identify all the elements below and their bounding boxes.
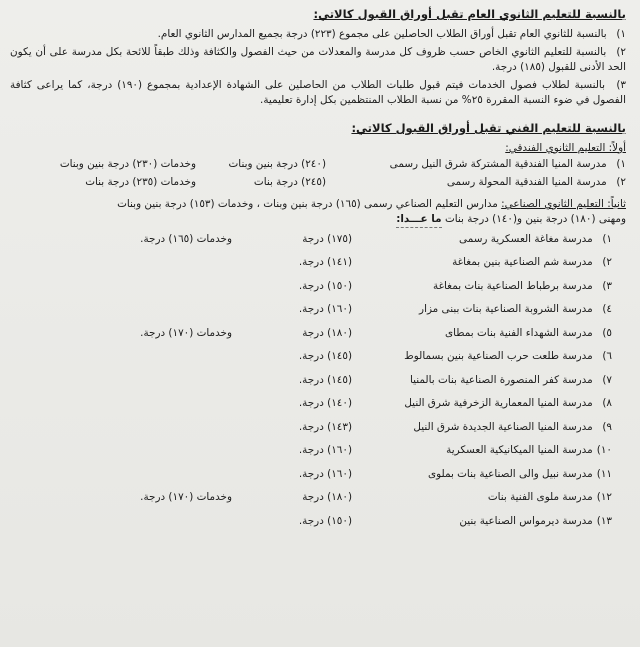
school-row: [10, 232, 626, 256]
item-number: ٩): [602, 420, 612, 433]
school-name-cell: [352, 326, 612, 341]
hotel-school-row: [10, 175, 626, 193]
heading-technical-education: بالنسبة للتعليم الفني تقبل أوراق القبول كالاتي:: [351, 121, 626, 136]
item-number: ١): [602, 232, 612, 245]
item-text: بالنسبة للثانوي العام تقبل أوراق الطلاب الحاصلين على مجموع (٢٢٣) درجة بجميع المدارس الثانوي العام.: [157, 27, 607, 40]
school-services: وخدمات (١٦٥) درجة.: [140, 232, 232, 245]
except-label: ما عـــدا:: [396, 212, 441, 228]
item-number: ٣): [616, 78, 626, 91]
item-number: ١): [616, 27, 626, 40]
school-score: (١٤١) درجة.: [298, 256, 352, 269]
school-score: (١٤٥) درجة.: [298, 373, 352, 386]
school-name-cell: [326, 175, 626, 190]
school-name-cell: [352, 467, 612, 482]
school-score: (١٤٣) درجة.: [298, 420, 352, 433]
school-score: (١٤٠) درجة.: [298, 397, 352, 410]
school-name-cell: [352, 514, 612, 529]
hotel-school-list: [10, 157, 626, 193]
item-number: ٨): [602, 397, 612, 410]
school-name: مدرسة المنيا الفندقية المحولة رسمى: [446, 175, 607, 188]
school-name-cell: [352, 349, 612, 364]
school-name-cell: [352, 255, 612, 270]
school-name: مدرسة ديرمواس الصناعية بنين: [459, 514, 593, 527]
school-services: وخدمات (١٧٠) درجة.: [140, 491, 232, 504]
school-name: مدرسة نبيل والى الصناعية بنات بملوى: [428, 467, 593, 480]
industrial-intro: [10, 197, 626, 228]
item-number: ١): [616, 157, 626, 170]
general-item: [10, 78, 626, 108]
general-list: [10, 27, 626, 108]
school-score: (٢٤٠) درجة بنين وبنات: [228, 157, 326, 170]
school-name-cell: [352, 373, 612, 388]
item-number: ٥): [602, 326, 612, 339]
school-services: وخدمات (٢٣٥) درجة بنات: [85, 175, 196, 188]
school-services: وخدمات (٢٣٠) درجة بنين وبنات: [59, 157, 196, 170]
school-name-cell: [352, 490, 612, 505]
school-name-cell: [352, 396, 612, 411]
school-name-cell: [352, 232, 612, 247]
school-name: مدرسة مغاغة العسكرية رسمى: [459, 232, 593, 245]
school-row: [10, 467, 626, 491]
school-score: (١٦٠) درجة.: [298, 303, 352, 316]
industrial-school-list: [10, 232, 626, 538]
hotel-section-title: أولاً: التعليم الثانوي الفندقي:: [505, 141, 626, 154]
school-name: مدرسة شم الصناعية بنين بمغاغة: [452, 256, 593, 269]
school-row: [10, 255, 626, 279]
item-number: ١٣): [596, 514, 612, 527]
item-number: ٢): [616, 175, 626, 188]
school-score: (١٧٥) درجة: [302, 232, 352, 245]
item-number: ٦): [602, 350, 612, 363]
school-score: (١٨٠) درجة: [302, 326, 352, 339]
school-row: [10, 326, 626, 350]
school-score: (٢٤٥) درجة بنات: [253, 175, 326, 188]
hotel-school-row: [10, 157, 626, 175]
item-number: ٧): [602, 373, 612, 386]
school-name: مدرسة برطباط الصناعية بنات بمغاغة: [433, 279, 593, 292]
industrial-section-title: ثانياً: التعليم الثانوي الصناعي:: [501, 197, 626, 210]
school-row: [10, 443, 626, 467]
school-score: (١٨٠) درجة: [302, 491, 352, 504]
school-name: مدرسة الشروبة الصناعية بنات ببنى مزار: [419, 303, 593, 316]
school-row: [10, 490, 626, 514]
school-row: [10, 349, 626, 373]
item-number: ٢): [602, 256, 612, 269]
item-number: ٣): [602, 279, 612, 292]
industrial-intro-line-2: [10, 212, 626, 228]
school-name: مدرسة المنيا الصناعية الجديدة شرق النيل: [413, 420, 593, 433]
item-text: بالنسبة للتعليم الثانوي الخاص حسب ظروف كل مدرسة والمعدلات من حيث الفصول والكثافة وذلك طبقاً للائحة بكل مدرسة على أن يكون الحد الأدنى للقبول (١٨٥) درجة.: [10, 45, 626, 73]
school-row: [10, 514, 626, 538]
school-name-cell: [352, 302, 612, 317]
item-number: ٤): [602, 303, 612, 316]
school-name: مدرسة المنيا الفندقية المشتركة شرق النيل رسمى: [389, 157, 607, 170]
school-name: مدرسة المنيا المعمارية الزخرفية شرق النيل: [404, 397, 593, 410]
school-row: [10, 420, 626, 444]
industrial-intro-vocational: ومهنى (١٨٠) درجة بنين و(١٤٠) درجة بنات: [444, 212, 626, 225]
school-name-cell: [352, 279, 612, 294]
school-row: [10, 396, 626, 420]
school-name: مدرسة كفر المنصورة الصناعية بنات بالمنيا: [409, 373, 593, 386]
heading-general-secondary: بالنسبة للتعليم الثانوي العام تقبل أوراق القبول كالاتي:: [313, 7, 626, 21]
school-name-cell: [352, 443, 612, 458]
general-item: [10, 27, 626, 42]
item-text: بالنسبة لطلاب فصول الخدمات فيتم قبول طلبات الطلاب من الحاصلين على الشهادة الإعدادية بمجموع (١٩٠) درجة، كما يراعى كثافة الفصول في ضوء النسبة المقررة ٢٥% من نسبة الطلاب المنتظمين بكل إدارة تعليمية.: [10, 78, 626, 106]
item-number: ١٠): [596, 444, 612, 457]
school-name-cell: [352, 420, 612, 435]
school-services: وخدمات (١٧٠) درجة.: [140, 326, 232, 339]
item-number: ٢): [616, 45, 626, 58]
school-score: (١٦٠) درجة.: [298, 467, 352, 480]
school-score: (١٤٥) درجة.: [298, 350, 352, 363]
school-row: [10, 373, 626, 397]
school-score: (١٥٠) درجة.: [298, 514, 352, 527]
school-name: مدرسة ملوى الفنية بنات: [487, 491, 593, 504]
industrial-intro-text: مدارس التعليم الصناعي رسمى (١٦٥) درجة بنين وبنات ، وخدمات (١٥٣) درجة بنين وبنات: [117, 197, 498, 210]
school-row: [10, 279, 626, 303]
school-row: [10, 302, 626, 326]
general-item: [10, 45, 626, 75]
school-name: مدرسة المنيا الميكانيكية العسكرية: [446, 444, 593, 457]
school-score: (١٦٠) درجة.: [298, 444, 352, 457]
school-name: مدرسة طلعت حرب الصناعية بنين بسمالوط: [404, 350, 593, 363]
industrial-intro-line-1: [10, 197, 626, 212]
school-name: مدرسة الشهداء الفنية بنات بمطاى: [444, 326, 593, 339]
school-score: (١٥٠) درجة.: [298, 279, 352, 292]
item-number: ١١): [596, 467, 612, 480]
school-name-cell: [326, 157, 626, 172]
item-number: ١٢): [596, 491, 612, 504]
